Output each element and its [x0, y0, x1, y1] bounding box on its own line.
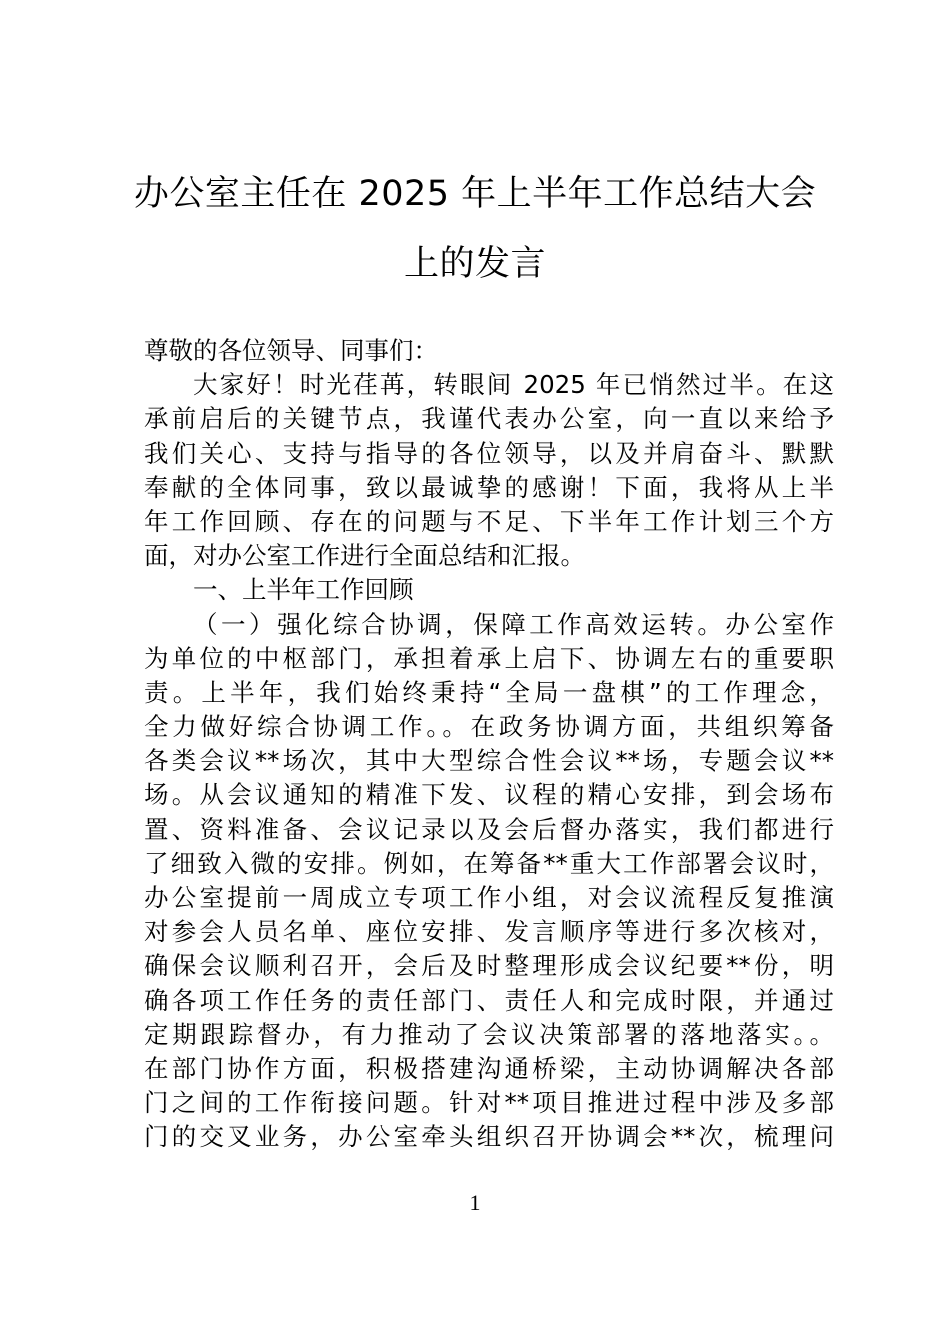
- body-line: 定期跟踪督办，有力推动了会议决策部署的落地落实。。: [144, 1019, 834, 1049]
- body-line: 在部门协作方面，积极搭建沟通桥梁，主动协调解决各部: [144, 1053, 834, 1083]
- body-line: 承前启后的关键节点，我谨代表办公室，向一直以来给予: [144, 404, 834, 434]
- document-title-line-2: 上的发言: [403, 244, 546, 284]
- body-line: 各类会议**场次，其中大型综合性会议**场，专题会议**: [144, 746, 834, 776]
- section-heading: 一、上半年工作回顾: [193, 575, 414, 605]
- body-line: 门的交叉业务，办公室牵头组织召开协调会**次，梳理问: [144, 1122, 834, 1152]
- body-line: 场。从会议通知的精准下发、议程的精心安排，到会场布: [144, 780, 834, 810]
- body-line: 大家好！时光荏苒，转眼间 2025 年已悄然过半。在这: [193, 370, 834, 400]
- body-line: 了细致入微的安排。例如，在筹备**重大工作部署会议时，: [144, 848, 834, 878]
- body-line: 面，对办公室工作进行全面总结和汇报。: [144, 541, 585, 571]
- body-line: 确保会议顺利召开，会后及时整理形成会议纪要**份，明: [144, 951, 834, 981]
- body-line: 为单位的中枢部门，承担着承上启下、协调左右的重要职: [144, 643, 834, 673]
- body-line: 全力做好综合协调工作。。在政务协调方面，共组织筹备: [144, 712, 834, 742]
- body-line: 对参会人员名单、座位安排、发言顺序等进行多次核对，: [144, 917, 834, 947]
- body-line: 置、资料准备、会议记录以及会后督办落实，我们都进行: [144, 814, 834, 844]
- page-number: 1: [469, 1190, 481, 1215]
- body-line: 办公室提前一周成立专项工作小组，对会议流程反复推演: [144, 883, 834, 912]
- body-line: 责。上半年，我们始终秉持“全局一盘棋”的工作理念，: [144, 677, 834, 707]
- subsection-line: （一）强化综合协调，保障工作高效运转。办公室作: [193, 609, 834, 639]
- body-line: 年工作回顾、存在的问题与不足、下半年工作计划三个方: [144, 506, 834, 536]
- document-title-line-1: 办公室主任在 2025 年上半年工作总结大会: [133, 174, 817, 214]
- document-body: [144, 334, 834, 1155]
- body-line: 奉献的全体同事，致以最诚挚的感谢！下面，我将从上半: [144, 472, 834, 502]
- body-line: 门之间的工作衔接问题。针对**项目推进过程中涉及多部: [144, 1088, 834, 1118]
- body-line: 我们关心、支持与指导的各位领导，以及并肩奋斗、默默: [144, 438, 834, 468]
- body-line: 确各项工作任务的责任部门、责任人和完成时限，并通过: [144, 985, 834, 1015]
- salutation: 尊敬的各位领导、同事们：: [144, 336, 438, 365]
